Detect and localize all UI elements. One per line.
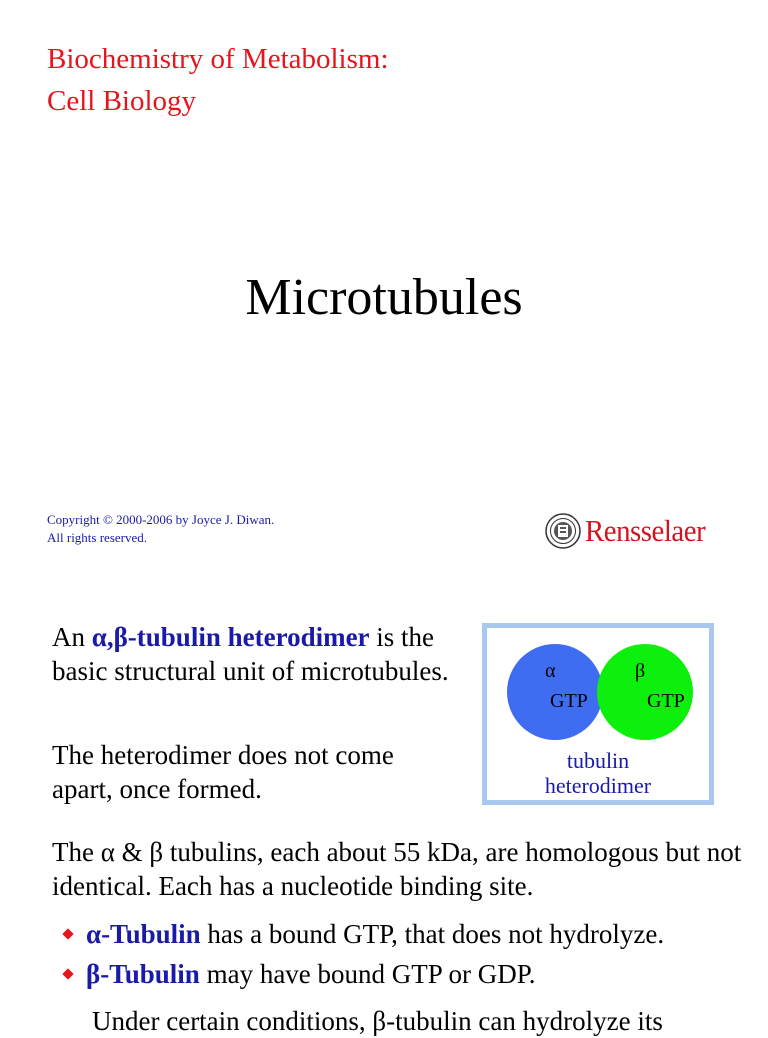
caption-line1: tubulin — [566, 748, 630, 773]
paragraph-stability: The heterodimer does not come apart, once formed. — [52, 740, 394, 804]
bullet-diamond-icon — [62, 928, 73, 939]
tubulin-diagram — [482, 623, 714, 805]
bullet-beta-text: may have bound GTP or GDP. — [199, 959, 536, 989]
bullet-alpha-tubulin — [64, 917, 664, 951]
logo-text: Rensselaer — [585, 513, 706, 548]
course-title-line2: Cell Biology — [47, 85, 197, 117]
course-title-line1: Biochemistry of Metabolism: — [47, 43, 389, 75]
university-seal-icon — [545, 513, 581, 549]
paragraph-heterodimer — [52, 620, 452, 688]
bullet-alpha-text: has a bound GTP, that does not hydrolyze. — [200, 919, 665, 949]
beta-gtp-label: GTP — [647, 690, 685, 712]
alpha-symbol: α — [545, 660, 556, 682]
beta-symbol: β — [635, 660, 646, 682]
copyright-line2: All rights reserved. — [47, 530, 148, 545]
diagram-caption — [487, 748, 709, 798]
term-heterodimer: α,β-tubulin heterodimer — [91, 622, 370, 652]
slide-title: Microtubules — [245, 269, 523, 326]
paragraph-homology: The α & β tubulins, each about 55 kDa, are homologous but not identical. Each has a nucleotide binding site. — [52, 837, 742, 901]
rensselaer-logo — [545, 512, 714, 550]
copyright-line1: Copyright © 2000-2006 by Joyce J. Diwan. — [47, 512, 275, 527]
term-alpha-tubulin: α-Tubulin — [86, 919, 201, 949]
bullet-beta-tubulin — [64, 957, 536, 991]
term-beta-tubulin: β-Tubulin — [86, 959, 200, 989]
caption-line2: heterodimer — [544, 773, 652, 798]
p1-prefix: An — [52, 622, 92, 652]
alpha-gtp-label: GTP — [550, 690, 588, 712]
course-title — [47, 38, 389, 122]
paragraph-hydrolysis: Under certain conditions, β-tubulin can hydrolyze its — [92, 1006, 663, 1036]
p1-rest: is the basic structural unit of microtubules. — [52, 622, 449, 686]
copyright-notice — [47, 511, 274, 547]
bullet-diamond-icon — [62, 968, 73, 979]
